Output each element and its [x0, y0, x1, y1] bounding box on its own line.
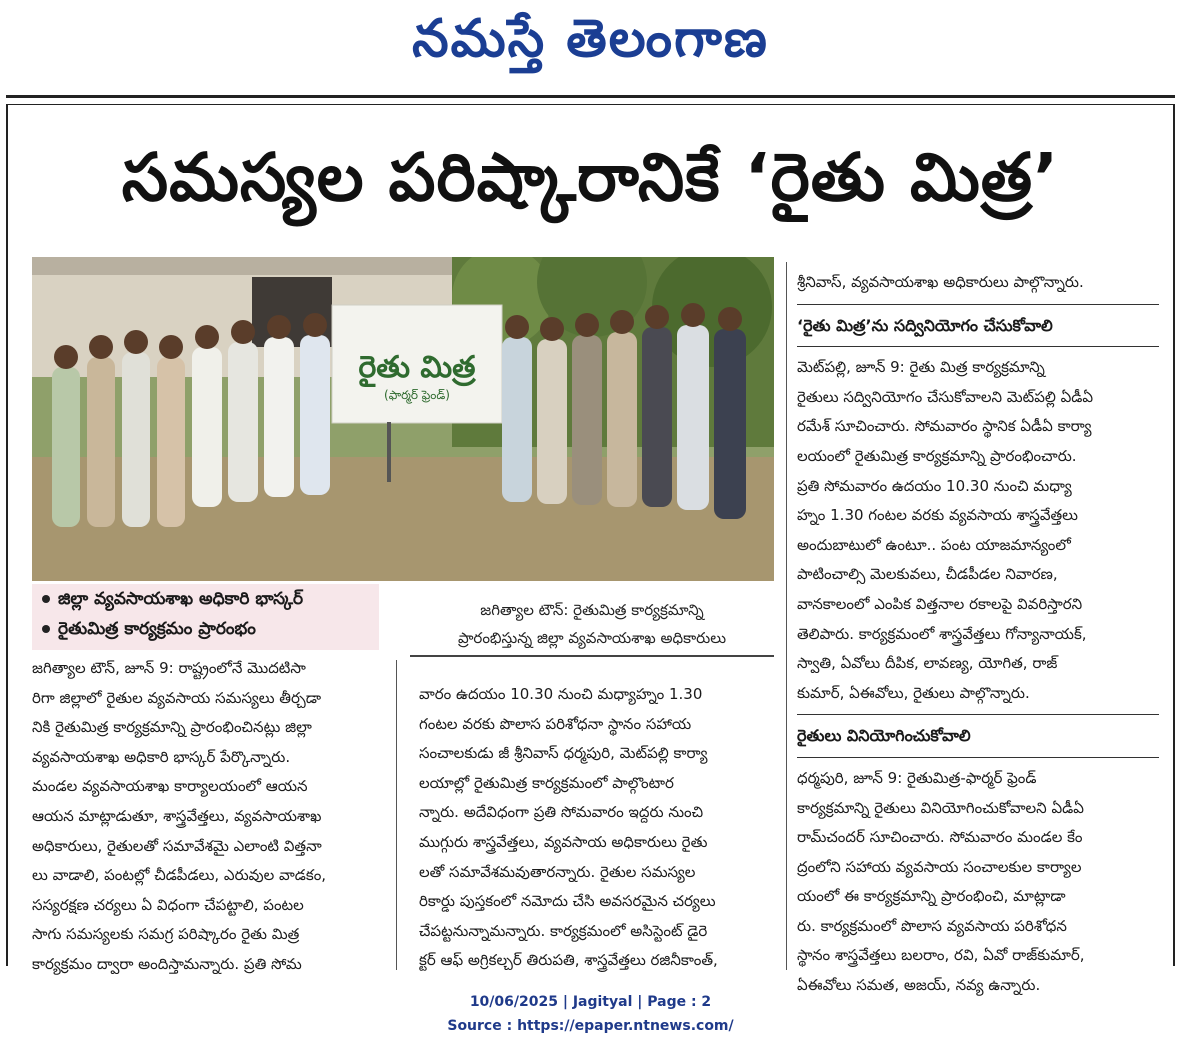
text-line: తెలిపారు. కార్యక్రమంలో శాస్త్రవేత్తలు గోన్యానాయక్, [797, 624, 1087, 643]
text-line: రు. కార్యక్రమంలో పొలాస వ్యవసాయ పరిశోధన [797, 916, 1067, 935]
text-line: కుమార్, ఏఈవోలు, రైతులు పాల్గొన్నారు. [797, 683, 1030, 702]
article-column-1 [32, 654, 384, 980]
text-line: రిగా జిల్లాలో రైతుల వ్యవసాయ సమస్యలు తీర్చడా [32, 688, 322, 707]
text-line: ఆయన మాట్లాడుతూ, శాస్త్రవేత్తలు, వ్యవసాయశాఖ [32, 806, 322, 825]
text-line: సస్యరక్షణ చర్యలు ఏ విధంగా చేపట్టాలి, పంటల [32, 895, 304, 914]
text-line: సాగు సమస్యలకు సమగ్ర పరిష్కారం రైతు మిత్ర [32, 925, 300, 944]
subheading: రైతులు వినియోగించుకోవాలి [797, 726, 971, 746]
subhead-rule [797, 304, 1159, 305]
news-photo [32, 257, 774, 581]
bullet-icon [42, 595, 50, 603]
text-line: లు వాడాలి, పంటల్లో చీడపీడలు, ఎరువుల వాడకం, [32, 866, 327, 885]
headline: సమస్యల పరిష్కారానికే ‘రైతు మిత్ర’ [121, 139, 1060, 216]
masthead [0, 0, 1181, 78]
text-line: స్వాతి, ఏవోలు దీపిక, లావణ్య, యోగిత, రాజ్ [797, 654, 1058, 673]
text-line: రమేశ్ సూచించారు. సోమవారం స్థానిక ఏడీఏ కార్యా [797, 417, 1092, 436]
text-line: ధర్మపురి, జూన్ 9: రైతుమిత్ర-ఫార్మర్ ఫ్రెండ్ [797, 768, 1037, 787]
text-line: వానకాలంలో ఎంపిక విత్తనాల రకాలపై వివరిస్తారని [797, 594, 1083, 613]
text-line: ముగ్గురు శాస్త్రవేత్తలు, వ్యవసాయ అధికారులు రైతు [419, 832, 708, 851]
article-column-3 [797, 268, 1159, 1001]
text-line: అధికారులు, రైతులతో సమావేశమై ఎలాంటి విత్తనా [32, 836, 322, 855]
photo-illustration [32, 257, 774, 581]
masthead-rule [6, 95, 1175, 105]
subhead-rule [797, 757, 1159, 758]
text-line: లతో సమావేశమవుతారన్నారు. రైతుల సమస్యల [419, 862, 696, 881]
text-line: ఏఈవోలు సమత, అజయ్, నవ్య ఉన్నారు. [797, 976, 1041, 995]
text-line: యంలో ఈ కార్యక్రమాన్ని ప్రారంభించి, మాట్లాడా [797, 887, 1066, 906]
text-line: జగిత్యాల టౌన్, జూన్ 9: రాష్ట్రంలోనే మొదటిసా [32, 659, 306, 677]
banner-subtitle: (ఫార్మర్ ఫ్రెండ్) [384, 388, 450, 402]
column-divider [396, 660, 397, 970]
newspaper-logo: నమస్తే తెలంగాణ [412, 8, 769, 69]
text-line: లయాల్లో రైతుమిత్ర కార్యక్రమంలో పాల్గొంటార [419, 773, 674, 792]
text-line: వ్యవసాయశాఖ అధికారి భాస్కర్ పేర్కొన్నారు. [32, 747, 291, 766]
text-line: మండల వ్యవసాయశాఖ కార్యాలయంలో ఆయన [32, 777, 308, 796]
text-line: న్నారు. అదేవిధంగా ప్రతి సోమవారం ఇద్దరు నుంచి [419, 803, 704, 822]
text-line: శ్రీనివాస్, వ్యవసాయశాఖ అధికారులు పాల్గొన్నారు. [797, 273, 1084, 291]
highlights-box [32, 584, 379, 650]
text-line: కార్యక్రమం ద్వారా అందిస్తామన్నారు. ప్రతి సోమ [32, 954, 302, 973]
text-line: చేపట్టనున్నామన్నారు. కార్యక్రమంలో అసిస్టెంట్ డైరె [419, 921, 708, 940]
subhead-rule [797, 714, 1159, 715]
left-border [6, 104, 8, 966]
text-line: మెట్‌పల్లి, జూన్ 9: రైతు మిత్ర కార్యక్రమాన్ని [797, 358, 1045, 377]
text-line: ప్రతి సోమవారం ఉదయం 10.30 నుంచి మధ్యా [797, 476, 1072, 495]
article-column-2 [419, 680, 775, 976]
subheading: ‘రైతు మిత్ర’ను సద్వినియోగం చేసుకోవాలి [797, 315, 1053, 335]
photo-caption: జగిత్యాల టౌన్: రైతుమిత్ర కార్యక్రమాన్ని ప్రారంభిస్తున్న జిల్లా వ్యవసాయశాఖ అధికారులు [457, 601, 727, 647]
text-line: నికి రైతుమిత్ర కార్యక్రమాన్ని ప్రారంభించినట్లు జిల్లా [32, 718, 312, 737]
highlight-item: జిల్లా వ్యవసాయశాఖ అధికారి భాస్కర్ [32, 584, 379, 614]
text-line: కార్యక్రమాన్ని రైతులు వినియోగించుకోవాలని ఏడీఏ [797, 798, 1084, 817]
text-line: హ్నం 1.30 గంటల వరకు వ్యవసాయ శాస్త్రవేత్తలు [797, 506, 1078, 525]
highlight-item: రైతుమిత్ర కార్యక్రమం ప్రారంభం [32, 614, 379, 644]
text-line: పాటించాల్సి మెలకువలు, చీడపీడల నివారణ, [797, 565, 1058, 584]
text-line: క్టర్ ఆఫ్ అగ్రికల్చర్ తిరుపతి, శాస్త్రవేత్తలు రజినీకాంత్, [419, 951, 718, 970]
text-line: ద్రంలోని సహాయ వ్యవసాయ సంచాలకుల కార్యాల [797, 857, 1082, 876]
text-line: స్థానం శాస్త్రవేత్తలు బలరాం, రవి, ఏవో రాజ్‌కుమార్, [797, 946, 1085, 965]
text-line: రికార్డు పుస్తకంలో నమోదు చేసి అవసరమైన చర్యలు [419, 892, 716, 911]
text-line: రైతులు సద్వినియోగం చేసుకోవాలని మెట్‌పల్లి ఏడీఏ [797, 387, 1094, 406]
text-line: వారం ఉదయం 10.30 నుంచి మధ్యాహ్నం 1.30 [419, 685, 703, 703]
text-line: లయంలో రైతుమిత్ర కార్యక్రమాన్ని ప్రారంభించారు. [797, 446, 1077, 465]
text-line: అందుబాటులో ఉంటూ.. పంట యాజమాన్యంలో [797, 535, 1071, 554]
caption-rule [410, 655, 774, 657]
banner-title: రైతు మిత్ర [358, 350, 476, 385]
column-divider [786, 262, 787, 970]
subhead-rule [797, 346, 1159, 347]
footer-dateline: 10/06/2025 | Jagityal | Page : 2 [469, 994, 712, 1010]
text-line: రామ్‌చందర్ సూచించారు. సోమవారం మండల కేం [797, 828, 1083, 847]
right-border [1173, 104, 1175, 966]
footer-source: Source : https://epaper.ntnews.com/ [447, 1018, 734, 1034]
text-line: గంటల వరకు పొలాస పరిశోధనా స్థానం సహాయ [419, 714, 692, 733]
text-line: సంచాలకుడు జీ శ్రీనివాస్ ధర్మపురి, మెట్‌పల్లి కార్యా [419, 744, 708, 763]
bullet-icon [42, 625, 50, 633]
